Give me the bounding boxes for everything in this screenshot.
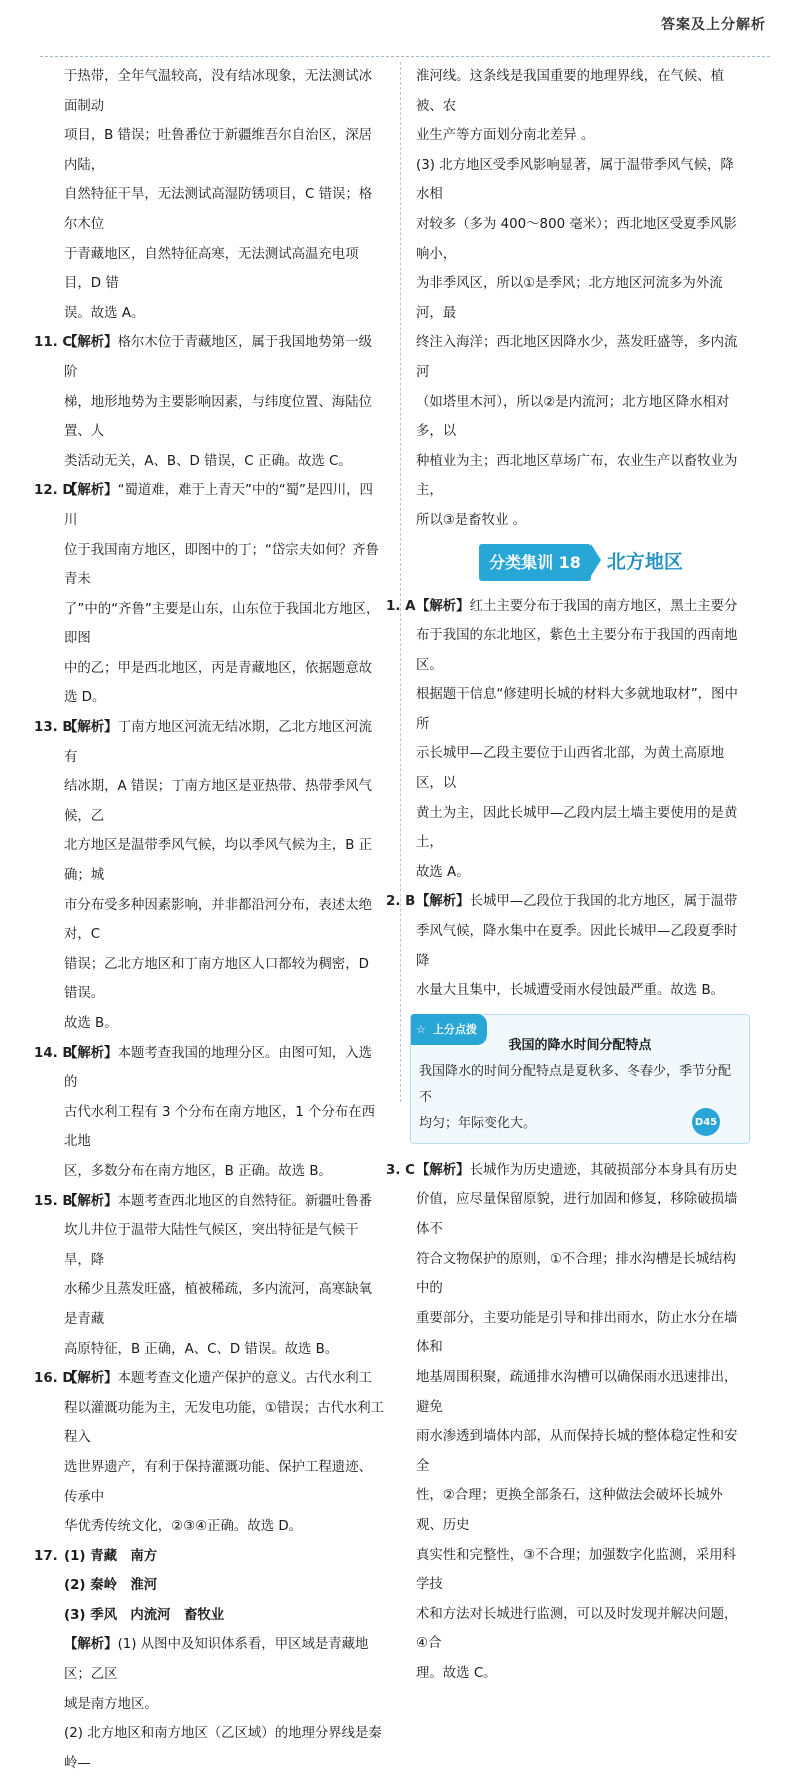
answer-item bbox=[34, 1039, 384, 1187]
text-line: 水稀少且蒸发旺盛，植被稀疏，多内流河，高寒缺氧是青藏 bbox=[64, 1282, 372, 1327]
text-line: 示长城甲—乙段主要位于山西省北部，为黄土高原地区，以 bbox=[416, 746, 724, 792]
answer-line: (2) 秦岭 淮河 bbox=[64, 1578, 158, 1594]
analysis-tag: 【解析】 bbox=[64, 1371, 118, 1387]
text-segment: “蜀道难，难于上青天”中的“蜀”是四川，四川 bbox=[64, 483, 373, 528]
star-icon: ☆ bbox=[416, 1022, 426, 1036]
answer-item-17 bbox=[34, 1542, 384, 1778]
tip-label bbox=[411, 1014, 487, 1046]
question-number: 3. C bbox=[386, 1162, 415, 1178]
text-line: 价值，应尽量保留原貌，进行加固和修复，移除破损墙体不 bbox=[416, 1192, 738, 1237]
answer-item bbox=[34, 476, 384, 713]
right-column bbox=[386, 62, 746, 1689]
page-header-title: 答案及上分解析 bbox=[661, 17, 766, 33]
tip-header bbox=[411, 1015, 749, 1035]
text-segment: 本题考查西北地区的自然特征。新疆吐鲁番 bbox=[117, 1193, 372, 1209]
analysis-tag: 【解析】 bbox=[416, 1162, 470, 1178]
text-line: 真实性和完整性，③不合理；加强数字化监测，采用科学技 bbox=[416, 1547, 736, 1593]
text-line bbox=[64, 476, 384, 535]
section-label: 分类集训 18 bbox=[479, 544, 591, 582]
tip-line: 我国降水的时间分配特点是夏秋多、冬春少，季节分配不 bbox=[419, 1063, 732, 1105]
text-line: 自然特征干旱，无法测试高湿防锈项目，C 错误；格尔木位 bbox=[64, 187, 373, 232]
text-segment: 长城甲—乙段位于我国的北方地区，属于温带 bbox=[469, 894, 738, 910]
text-line: 性，②合理；更换全部条石，这种做法会破坏长城外观、历史 bbox=[416, 1488, 723, 1533]
answer-line: (1) 青藏 南方 bbox=[64, 1548, 158, 1564]
question-number: 15. B bbox=[34, 1193, 73, 1209]
text-line: 故选 B。 bbox=[64, 1016, 118, 1031]
analysis-tag: 【解析】 bbox=[64, 1193, 118, 1209]
text-line: 市分布受多种因素影响，并非都沿河分布，表述太绝对，C bbox=[64, 897, 372, 943]
text-line bbox=[64, 328, 384, 387]
column-divider bbox=[400, 62, 401, 1102]
text-line: 北方地区是温带季风气候，均以季风气候为主，B 正确；城 bbox=[64, 838, 373, 884]
text-line: 误。故选 A。 bbox=[64, 305, 145, 321]
section-banner bbox=[416, 546, 746, 580]
text-line: 古代水利工程有 3 个分布在南方地区，1 个分布在西北地 bbox=[64, 1104, 376, 1150]
text-line bbox=[64, 1039, 384, 1098]
text-line: 业生产等方面划分南北差异 。 bbox=[416, 128, 595, 144]
text-segment: 丁南方地区河流无结冰期，乙北方地区河流有 bbox=[64, 720, 372, 765]
text-line: 黄土为主，因此长城甲—乙段内层土墙主要使用的是黄土， bbox=[416, 805, 738, 851]
text-line: 季风气候，降水集中在夏季。因此长城甲—乙段夏季时降 bbox=[416, 924, 738, 969]
text-line bbox=[64, 1630, 384, 1689]
answer-item bbox=[386, 1156, 746, 1689]
text-line: 错误；乙北方地区和丁南方地区人口都较为稠密，D 错误。 bbox=[64, 956, 369, 1002]
page-number-badge: D45 bbox=[692, 1108, 720, 1136]
text-line: 坎儿井位于温带大陆性气候区，突出特征是气候干旱，降 bbox=[64, 1223, 359, 1268]
left-column bbox=[34, 62, 384, 1778]
text-line: 类活动无关，A、B、D 错误，C 正确。故选 C。 bbox=[64, 453, 352, 469]
question-number: 14. B bbox=[34, 1045, 73, 1061]
analysis-tag: 【解析】 bbox=[416, 894, 470, 910]
text-line: 域是南方地区。 bbox=[64, 1696, 158, 1712]
analysis-tag: 【解析】 bbox=[416, 598, 470, 614]
text-line: 华优秀传统文化，②③④正确。故选 D。 bbox=[64, 1519, 303, 1535]
answer-item bbox=[34, 713, 384, 1039]
tip-title: 我国的降水时间分配特点 bbox=[508, 1037, 652, 1053]
text-line: 雨水渗透到墙体内部，从而保持长城的整体稳定性和安全 bbox=[416, 1429, 738, 1474]
answer-item bbox=[386, 887, 746, 1005]
question-number: 13. B bbox=[34, 720, 73, 736]
text-segment: (1) 从图中及知识体系看，甲区域是青藏地区；乙区 bbox=[64, 1637, 369, 1683]
tip-label-text: 上分点拨 bbox=[433, 1022, 477, 1036]
text-line: (2) 北方地区和南方地区（乙区域）的地理分界线是秦岭— bbox=[64, 1726, 382, 1771]
text-line: 为非季风区，所以①是季风；北方地区河流多为外流河，最 bbox=[416, 276, 723, 321]
text-line: 符合文物保护的原则，①不合理；排水沟槽是长城结构中的 bbox=[416, 1251, 736, 1297]
question-number: 1. A bbox=[386, 598, 416, 614]
text-line: 对较多（多为 400～800 毫米）；西北地区受夏季风影响小， bbox=[416, 216, 737, 262]
text-line bbox=[64, 1187, 384, 1217]
text-line bbox=[64, 1364, 384, 1394]
text-line: 于青藏地区，自然特征高寒，无法测试高温充电项目，D 错 bbox=[64, 246, 359, 292]
text-line bbox=[416, 592, 746, 622]
text-line: 高原特征，B 正确，A、C、D 错误。故选 B。 bbox=[64, 1341, 339, 1357]
text-line: 项目，B 错误；吐鲁番位于新疆维吾尔自治区，深居内陆， bbox=[64, 128, 373, 173]
text-line: 根据题干信息“修建明长城的材料大多就地取材”，图中所 bbox=[416, 687, 738, 732]
text-line: 位于我国南方地区，即图中的丁；“岱宗夫如何？齐鲁青未 bbox=[64, 542, 379, 588]
answer-item bbox=[34, 1364, 384, 1542]
question-number: 11. C bbox=[34, 335, 73, 351]
header-divider bbox=[40, 56, 770, 57]
question-number: 12. D bbox=[34, 483, 74, 499]
question-number: 2. B bbox=[386, 894, 416, 910]
text-line: 区，多数分布在南方地区，B 正确。故选 B。 bbox=[64, 1163, 332, 1179]
text-line: 结冰期，A 错误；丁南方地区是亚热带、热带季风气候，乙 bbox=[64, 779, 373, 824]
text-line: 布于我国的东北地区，紫色土主要分布于我国的西南地区。 bbox=[416, 628, 738, 673]
question-number: 16. D bbox=[34, 1371, 74, 1387]
text-line: 种植业为主；西北地区草场广布，农业生产以畜牧业为主， bbox=[416, 453, 738, 499]
text-segment: 长城作为历史遗迹，其破损部分本身具有历史 bbox=[469, 1162, 738, 1178]
text-segment: 红土主要分布于我国的南方地区，黑土主要分 bbox=[469, 598, 738, 614]
text-line: 所以③是畜牧业 。 bbox=[416, 512, 526, 528]
answer-line: (3) 季风 内流河 畜牧业 bbox=[64, 1607, 225, 1623]
answer-item bbox=[34, 328, 384, 476]
text-segment: 本题考查文化遗产保护的意义。古代水利工 bbox=[117, 1371, 372, 1387]
text-segment: 格尔木位于青藏地区，属于我国地势第一级阶 bbox=[64, 335, 372, 380]
text-line: 淮河线。这条线是我国重要的地理界线，在气候、植被、农 bbox=[416, 69, 724, 114]
analysis-tag: 【解析】 bbox=[64, 1045, 118, 1061]
text-line: 理。故选 C。 bbox=[416, 1665, 497, 1681]
text-line: 水量大且集中，长城遭受雨水侵蚀最严重。故选 B。 bbox=[416, 983, 725, 999]
text-line: 梯，地形地势为主要影响因素，与纬度位置、海陆位置、人 bbox=[64, 394, 372, 440]
tip-line: 均匀；年际变化大。 bbox=[419, 1115, 537, 1131]
text-line: 中的乙；甲是西北地区，丙是青藏地区，依据题意故选 D。 bbox=[64, 660, 372, 706]
text-line: 选世界遗产，有利于保持灌溉功能、保护工程遗迹、传承中 bbox=[64, 1459, 372, 1505]
text-line: 故选 A。 bbox=[416, 864, 470, 880]
section-title: 北方地区 bbox=[606, 550, 683, 573]
analysis-tag: 【解析】 bbox=[64, 720, 118, 736]
answer-item bbox=[386, 592, 746, 888]
text-line: (3) 北方地区受季风影响显著，属于温带季风气候，降水相 bbox=[416, 157, 734, 203]
text-line: （如塔里木河），所以②是内流河；北方地区降水相对多，以 bbox=[416, 394, 730, 440]
text-line: 终注入海洋；西北地区因降水少，蒸发旺盛等，多内流河 bbox=[416, 335, 738, 380]
text-line: 了”中的“齐鲁”主要是山东，山东位于我国北方地区，即图 bbox=[64, 601, 380, 647]
text-line: 地基周围积聚，疏通排水沟槽可以确保雨水迅速排出，避免 bbox=[416, 1369, 738, 1415]
analysis-tag: 【解析】 bbox=[64, 483, 118, 499]
text-line: 重要部分，主要功能是引导和排出雨水，防止水分在墙体和 bbox=[416, 1310, 738, 1356]
text-segment: 本题考查我国的地理分区。由图可知，入选的 bbox=[64, 1045, 372, 1091]
text-line bbox=[416, 1156, 746, 1186]
answer-item bbox=[34, 1187, 384, 1365]
text-line: 术和方法对长城进行监测，可以及时发现并解决问题，④合 bbox=[416, 1606, 738, 1652]
text-line: 程以灌溉功能为主，无发电功能，①错误；古代水利工程入 bbox=[64, 1400, 384, 1446]
text-line: 于热带，全年气温较高，没有结冰现象，无法测试冰面制动 bbox=[64, 69, 372, 114]
text-line bbox=[64, 713, 384, 772]
analysis-tag: 【解析】 bbox=[64, 335, 118, 351]
text-line bbox=[416, 887, 746, 917]
analysis-tag: 【解析】 bbox=[64, 1637, 118, 1653]
question-number: 17. bbox=[34, 1548, 58, 1564]
